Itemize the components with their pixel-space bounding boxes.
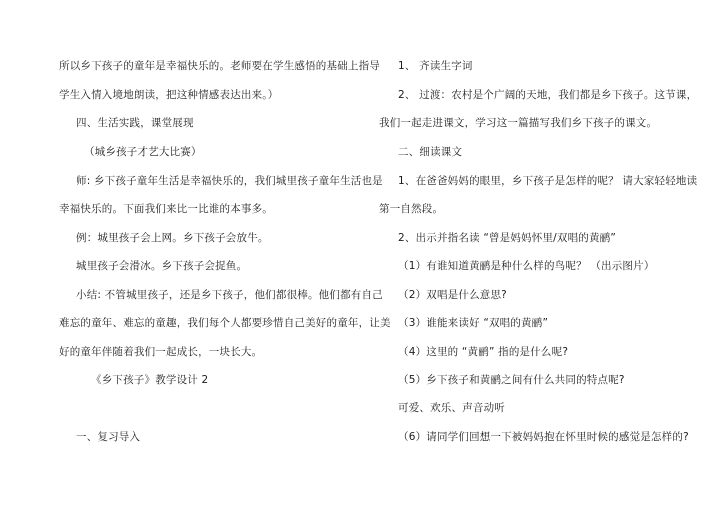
question-line: （1）有谁知道黄鹂是种什么样的鸟呢？ （出示图片）: [398, 260, 655, 272]
paragraph-line: 所以乡下孩子的童年是幸福快乐的。老师要在学生感悟的基础上指导: [59, 60, 380, 72]
section-subheading: （城乡孩子才艺大比赛）: [84, 146, 202, 158]
paragraph-line: 第一自然段。: [379, 203, 444, 215]
paragraph-line: 例：城里孩子会上网。乡下孩子会放牛。: [76, 232, 269, 244]
question-line: （2）双唱是什么意思?: [398, 289, 507, 301]
question-line: （5）乡下孩子和黄鹂之间有什么共同的特点呢?: [398, 374, 625, 386]
paragraph-line: 2、出示并指名读 “曾是妈妈怀里/双唱的黄鹂”: [398, 232, 617, 244]
paragraph-line: 1、 齐读生字词: [398, 60, 473, 72]
paragraph-line: 2、 过渡：农村是个广阔的天地，我们都是乡下孩子。这节课，: [398, 89, 698, 101]
answer-line: 可爱、欢乐、声音动听: [398, 402, 505, 414]
paragraph-line: 学生入情入境地朗读，把这种情感表达出来。）: [59, 89, 279, 101]
document-title: 《乡下孩子》教学设计 2: [91, 374, 209, 386]
paragraph-line: 城里孩子会滑冰。乡下孩子会捉鱼。: [76, 260, 248, 272]
question-line: （3）谁能来读好 “双唱的黄鹂”: [398, 317, 549, 329]
paragraph-line: 小结: 不管城里孩子，还是乡下孩子，他们都很棒。他们都有自己: [76, 289, 383, 301]
paragraph-line: 我们一起走进课文，学习这一篇描写我们乡下孩子的课文。: [379, 117, 658, 129]
paragraph-line: 师: 乡下孩子童年生活是幸福快乐的，我们城里孩子童年生活也是: [76, 175, 383, 187]
question-line: （6）请同学们回想一下被妈妈抱在怀里时候的感觉是怎样的?: [398, 431, 689, 443]
paragraph-line: 幸福快乐的。下面我们来比一比谁的本事多。: [59, 203, 273, 215]
question-line: （4）这里的 “黄鹂” 指的是什么呢?: [398, 346, 569, 358]
section-heading: 四、生活实践，课堂展现: [76, 117, 194, 129]
paragraph-line: 1、在爸爸妈妈的眼里，乡下孩子是怎样的呢？ 请大家轻轻地读: [398, 175, 698, 187]
paragraph-line: 难忘的童年、难忘的童趣，我们每个人都要珍惜自己美好的童年，让美: [59, 317, 391, 329]
section-heading: 一、复习导入: [76, 431, 141, 443]
paragraph-line: 好的童年伴随着我们一起成长，一块长大。: [59, 346, 263, 358]
section-heading: 二、细读课文: [398, 146, 463, 158]
right-column: [370, 0, 720, 509]
